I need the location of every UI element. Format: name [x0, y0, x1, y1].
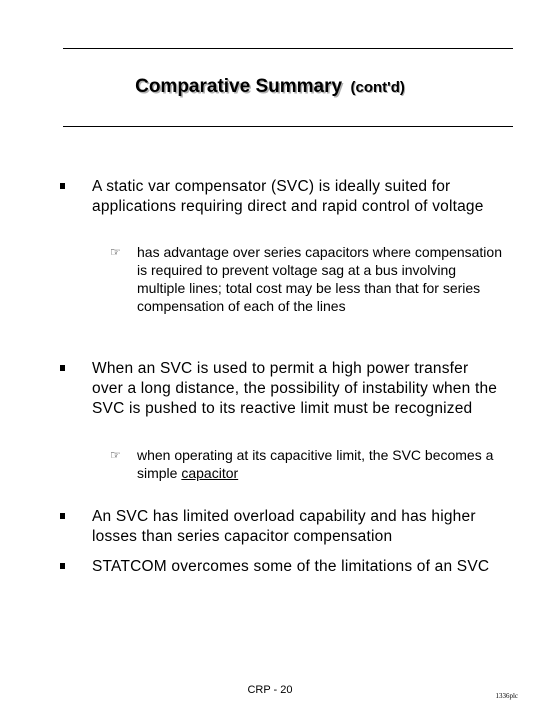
bullet-text-1: A static var compensator (SVC) is ideally suited for applications requiring direct and rapid control of voltage: [92, 178, 484, 215]
capacitor-underlined-text: capacitor: [181, 465, 239, 481]
bullet-text-3: An SVC has limited overload capability and has higher losses than series capacitor compensation: [92, 508, 476, 545]
sub-bullet-text-2-prefix: when operating at its capacitive limit, the SVC becomes a simple: [137, 447, 494, 481]
bullet-text-4: STATCOM overcomes some of the limitations of an SVC: [92, 558, 490, 575]
pointing-hand-icon: ☞: [110, 448, 121, 462]
sub-bullet-text-2: [137, 446, 507, 482]
square-bullet-icon: [60, 365, 65, 371]
document-code: 1336plc: [495, 692, 518, 700]
sub-bullet-text-1: has advantage over series capacitors where compensation is required to prevent voltage sag at a bus involving multiple lines; total cost may be less than that for series compensation of each of the lines: [137, 244, 502, 314]
square-bullet-icon: [60, 513, 65, 519]
title-subtitle: (cont'd): [350, 79, 405, 96]
pointing-hand-icon: ☞: [110, 245, 121, 259]
top-rule: [63, 48, 513, 49]
page-number: CRP - 20: [247, 684, 293, 696]
page-title: [0, 76, 540, 98]
square-bullet-icon: [60, 183, 65, 189]
bottom-rule: [63, 126, 513, 127]
square-bullet-icon: [60, 563, 65, 569]
title-main: Comparative Summary: [135, 76, 343, 97]
bullet-text-2: When an SVC is used to permit a high power transfer over a long distance, the possibility of instability when the SVC is pushed to its reactive limit must be recognized: [92, 360, 498, 417]
